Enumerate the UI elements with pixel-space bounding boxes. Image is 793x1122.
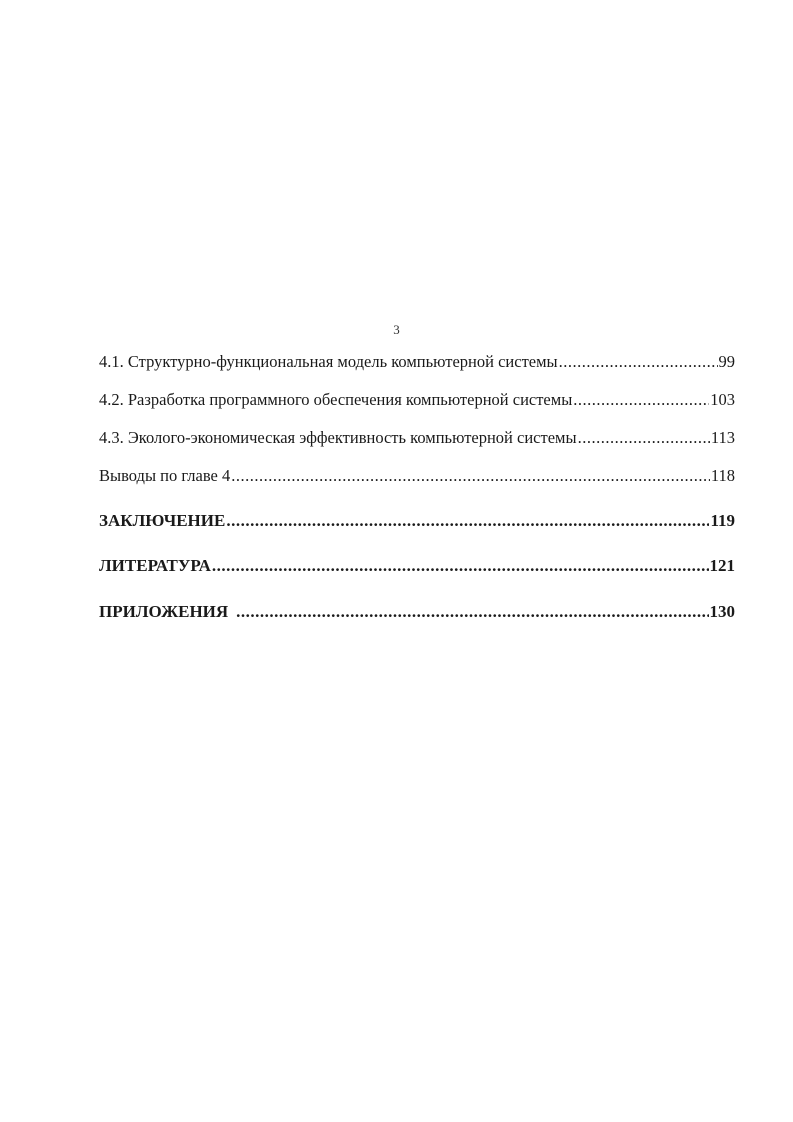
toc-entry-page: 118 — [710, 466, 735, 485]
toc-leader-dots — [236, 602, 708, 622]
toc-entry-conclusion — [99, 511, 735, 531]
toc-entry-4-2 — [99, 390, 735, 410]
table-of-contents — [99, 346, 735, 622]
toc-entry-4-3 — [99, 428, 735, 448]
toc-leader-dots — [573, 390, 709, 410]
toc-entry-label: ЛИТЕРАТУРА — [99, 556, 211, 575]
toc-entry-appendices — [99, 602, 735, 622]
toc-entry-label: 4.1. Структурно-функциональная модель компьютерной системы — [99, 352, 558, 371]
toc-entry-4-1 — [99, 352, 735, 372]
toc-entry-label: Выводы по главе 4 — [99, 466, 231, 485]
toc-entry-page: 103 — [710, 390, 735, 409]
toc-entry-label: 4.3. Эколого-экономическая эффективность компьютерной системы — [99, 428, 577, 447]
toc-entry-page: 121 — [709, 556, 735, 575]
toc-entry-label: ЗАКЛЮЧЕНИЕ — [99, 511, 226, 530]
toc-leader-dots — [226, 511, 709, 531]
toc-entry-page: 130 — [709, 602, 735, 621]
toc-entry-label: ПРИЛОЖЕНИЯ — [99, 602, 229, 621]
toc-entry-page: 119 — [710, 511, 735, 530]
toc-leader-dots — [212, 556, 709, 576]
toc-leader-dots — [578, 428, 710, 448]
page-number: 3 — [393, 322, 400, 337]
toc-entry-literature — [99, 556, 735, 576]
toc-entry-page: 99 — [718, 352, 735, 371]
toc-leader-dots — [559, 352, 718, 372]
toc-entry-label: 4.2. Разработка программного обеспечения компьютерной системы — [99, 390, 573, 409]
toc-leader-dots — [231, 466, 710, 486]
toc-entry-chapter-4-conclusions — [99, 466, 735, 486]
toc-entry-page: 113 — [710, 428, 735, 447]
